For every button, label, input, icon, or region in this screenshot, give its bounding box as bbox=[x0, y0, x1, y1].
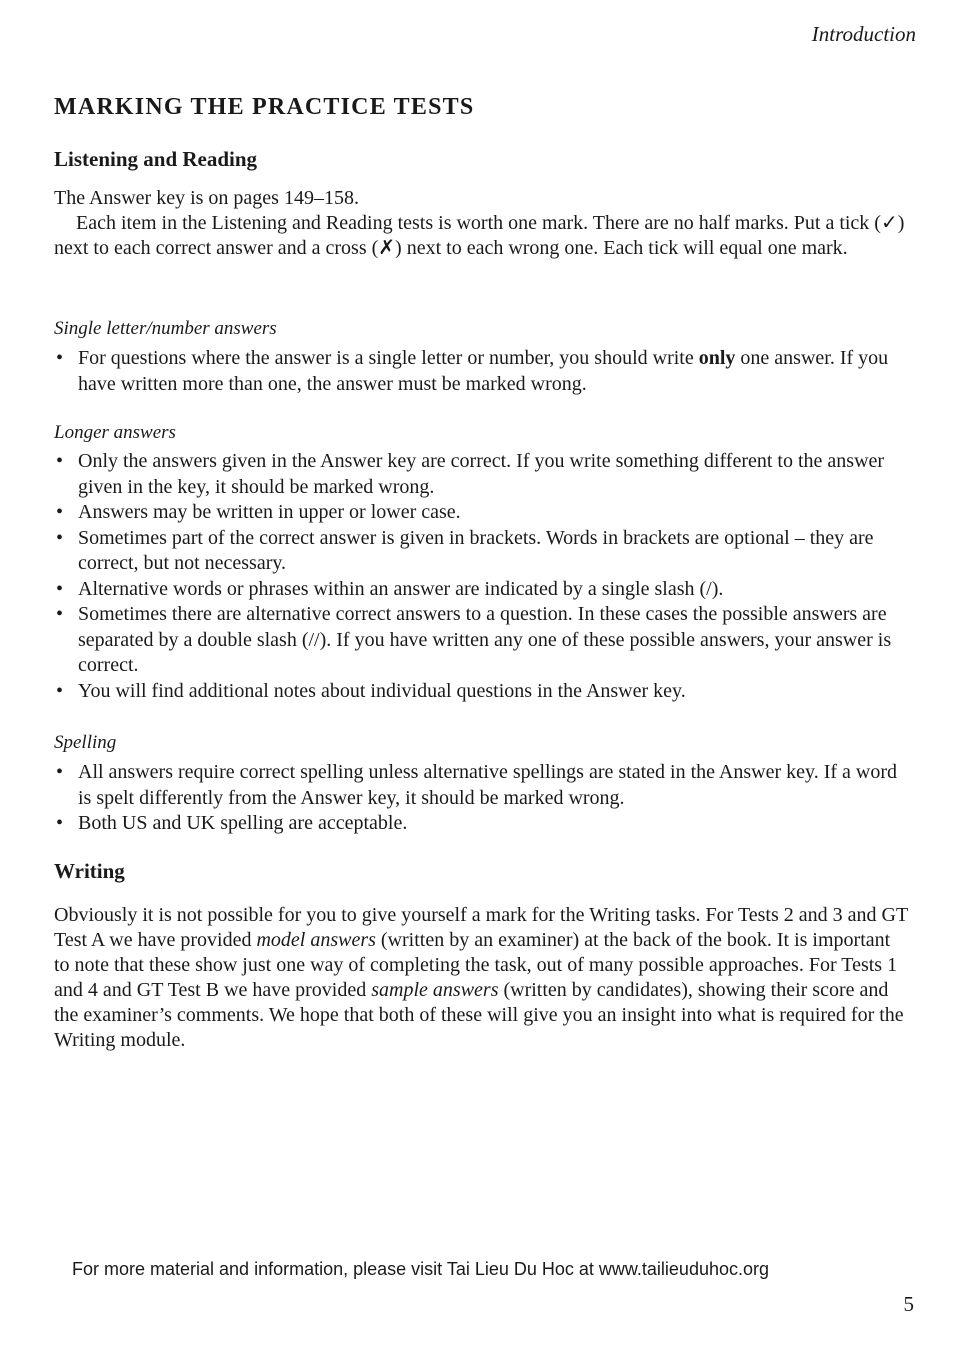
page-number: 5 bbox=[903, 1292, 914, 1316]
list-item-text: For questions where the answer is a single letter or number, you should write bbox=[78, 347, 699, 369]
subheading-longer-answers: Longer answers bbox=[54, 422, 176, 443]
model-answers-term: model answers bbox=[256, 929, 376, 951]
section-heading-writing: Writing bbox=[54, 859, 125, 883]
list-item: • Both US and UK spelling are acceptable. bbox=[54, 811, 912, 837]
footer-note: For more material and information, please visit Tai Lieu Du Hoc at www.tailieuduhoc.org bbox=[72, 1259, 769, 1279]
writing-text-2: (written by an examiner) at the back of the book. It is important to note that these show just one way of completing the task, out of many possible approaches. For Tests 1 and 4 and GT Test B we have provided bbox=[54, 929, 898, 1001]
list-item: • Answers may be written in upper or lower case. bbox=[54, 500, 912, 526]
answer-key-pages-line: The Answer key is on pages 149–158. bbox=[54, 187, 359, 209]
list-item: • You will find additional notes about individual questions in the Answer key. bbox=[54, 679, 912, 705]
subheading-spelling: Spelling bbox=[54, 732, 117, 753]
page-title: MARKING THE PRACTICE TESTS bbox=[54, 94, 475, 120]
subheading-single-answers: Single letter/number answers bbox=[54, 318, 277, 339]
list-item: • Only the answers given in the Answer key are correct. If you write something different to the answer given in the key, it should be marked wrong. bbox=[54, 449, 912, 500]
sample-answers-term: sample answers bbox=[371, 979, 499, 1001]
writing-paragraph bbox=[54, 903, 910, 1053]
list-item: • Sometimes there are alternative correct answers to a question. In these cases the possible answers are separated by a double slash (//). If you have written any one of these possible answers, your answer is correct. bbox=[54, 602, 912, 679]
list-item: • All answers require correct spelling unless alternative spellings are stated in the Answer key. If a word is spelt differently from the Answer key, it should be marked wrong. bbox=[54, 760, 912, 811]
marking-instructions-text: Each item in the Listening and Reading tests is worth one mark. There are no half marks. Put a tick (✓) next to each correct answer and a cross (✗) next to each wrong one. Each tick will equal one mark. bbox=[54, 212, 905, 259]
list-item: • Sometimes part of the correct answer is given in brackets. Words in brackets are optional – they are correct, but not necessary. bbox=[54, 526, 912, 577]
spelling-list bbox=[54, 760, 912, 837]
running-head: Introduction bbox=[811, 22, 916, 46]
list-item: • Alternative words or phrases within an answer are indicated by a single slash (/). bbox=[54, 577, 912, 603]
marking-instructions bbox=[54, 211, 910, 261]
emphasis-only: only bbox=[698, 347, 736, 369]
writing-text-1: Obviously it is not possible for you to give yourself a mark for the Writing tasks. For Tests 2 and 3 and GT Test A we have provided bbox=[54, 904, 908, 951]
single-answers-list bbox=[54, 346, 912, 397]
section-heading-listening-reading: Listening and Reading bbox=[54, 147, 258, 171]
writing-text-3: (written by candidates), showing their score and the examiner’s comments. We hope that both of these will give you an insight into what is required for the Writing module. bbox=[54, 979, 904, 1051]
list-item bbox=[54, 346, 912, 397]
list-item-text-cont: one answer. If you have written more than one, the answer must be marked wrong. bbox=[78, 347, 889, 395]
longer-answers-list bbox=[54, 449, 912, 704]
listening-reading-intro bbox=[54, 186, 910, 261]
